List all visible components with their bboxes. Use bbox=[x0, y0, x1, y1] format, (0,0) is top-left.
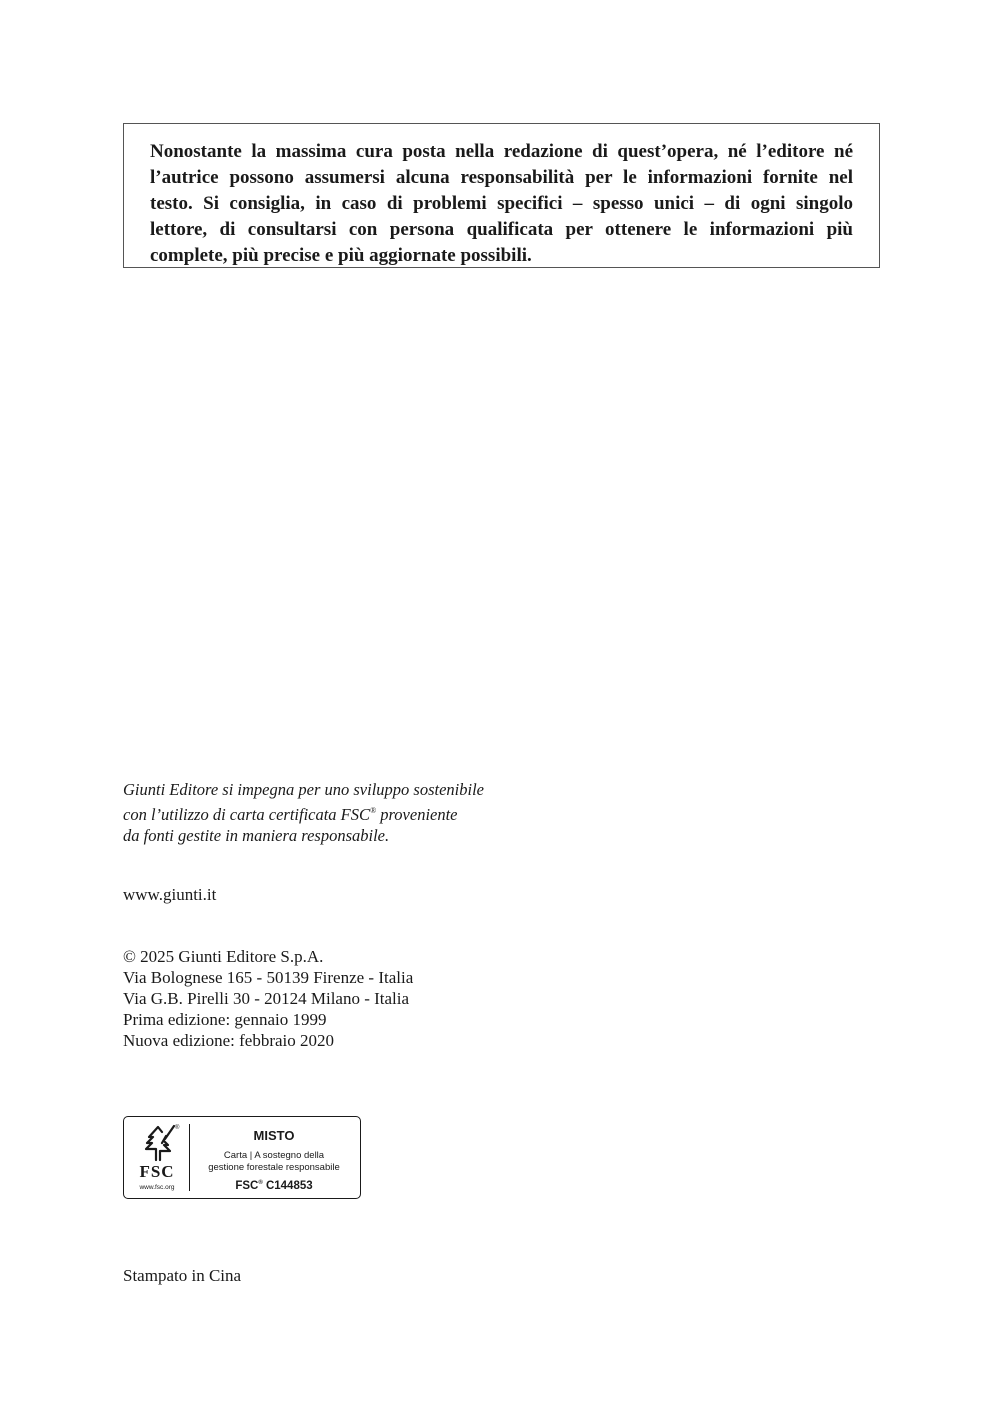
fsc-certification-label bbox=[123, 1116, 361, 1199]
disclaimer-line: l’autrice possono assumersi alcuna responsabilità per le informazioni fornite nel bbox=[150, 167, 853, 188]
sustainability-note bbox=[123, 779, 484, 846]
fsc-text-area bbox=[192, 1117, 356, 1198]
disclaimer-line: complete, più precise e più aggiornate possibili. bbox=[150, 245, 532, 266]
fsc-license-code bbox=[192, 1177, 356, 1193]
sustainability-note-line bbox=[123, 800, 484, 825]
fsc-code-prefix: FSC bbox=[235, 1180, 259, 1192]
sustainability-note-text: proveniente bbox=[376, 805, 458, 824]
sustainability-note-text: con l’utilizzo di carta certificata FSC bbox=[123, 805, 371, 824]
fsc-tree-checkmark-icon bbox=[136, 1122, 180, 1162]
copyright-line: © 2025 Giunti Editore S.p.A. bbox=[123, 947, 324, 966]
disclaimer-line: lettore, di consultarsi con persona qualificata per ottenere le informazioni più bbox=[150, 219, 853, 240]
fsc-wordmark: FSC bbox=[139, 1162, 175, 1181]
address-line-milano: Via G.B. Pirelli 30 - 20124 Milano - Italia bbox=[123, 989, 410, 1008]
imprint-block bbox=[123, 946, 413, 1051]
fsc-divider bbox=[189, 1124, 190, 1191]
disclaimer-line: Nonostante la massima cura posta nella redazione di quest’opera, né l’editore né bbox=[150, 141, 853, 162]
first-edition-line: Prima edizione: gennaio 1999 bbox=[123, 1010, 327, 1029]
publisher-website: www.giunti.it bbox=[123, 885, 217, 904]
disclaimer-box bbox=[123, 123, 880, 268]
fsc-logo-registered-mark: ® bbox=[175, 1125, 180, 1131]
fsc-logo bbox=[128, 1120, 186, 1196]
fsc-claim bbox=[192, 1150, 356, 1173]
sustainability-note-line: Giunti Editore si impegna per uno sviluppo sostenibile bbox=[123, 780, 484, 799]
fsc-claim-line: Carta | A sostegno della bbox=[223, 1150, 325, 1161]
fsc-code-number: C144853 bbox=[262, 1180, 313, 1192]
new-edition-line: Nuova edizione: febbraio 2020 bbox=[123, 1031, 335, 1050]
fsc-category: MISTO bbox=[253, 1128, 295, 1143]
registered-mark: ® bbox=[370, 806, 377, 815]
printed-in: Stampato in Cina bbox=[123, 1266, 242, 1285]
sustainability-note-line: da fonti gestite in maniera responsabile. bbox=[123, 826, 390, 845]
address-line-firenze: Via Bolognese 165 - 50139 Firenze - Italia bbox=[123, 968, 414, 987]
disclaimer-line: testo. Si consiglia, in caso di problemi specifici – spesso unici – di ogni singolo bbox=[150, 193, 853, 214]
fsc-code-registered-mark: ® bbox=[258, 1180, 263, 1186]
fsc-claim-line: gestione forestale responsabile bbox=[208, 1161, 340, 1173]
fsc-url: www.fsc.org bbox=[139, 1184, 175, 1191]
disclaimer-text bbox=[150, 139, 853, 269]
